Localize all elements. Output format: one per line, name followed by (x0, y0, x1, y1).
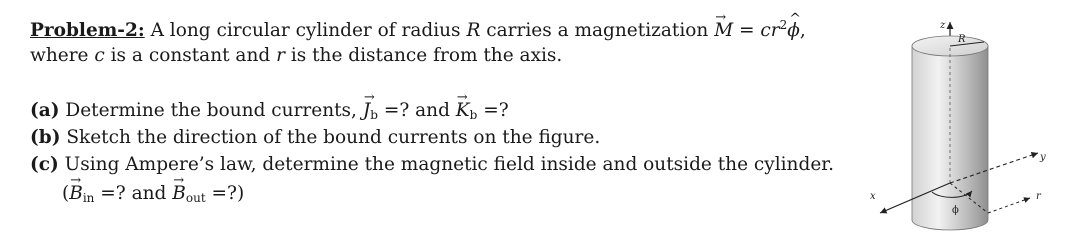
bound-volume-current: → J (363, 100, 370, 122)
x-axis-label: x (870, 191, 876, 202)
paren-close: =?) (205, 183, 245, 204)
equals-sign: = (733, 20, 761, 41)
z-axis-label: z (940, 20, 946, 31)
problem-text-2: carries a magnetization (480, 20, 715, 41)
question-a-eq1: =? and (377, 100, 456, 121)
question-b-text: Sketch the direction of the bound currents on the figure. (60, 127, 601, 148)
phi-label: ϕ (952, 205, 959, 216)
question-c-label: (c) (30, 154, 59, 175)
question-a-label: (a) (30, 100, 60, 121)
problem-line-1 (30, 14, 806, 42)
comma: , (799, 20, 806, 41)
r-label: r (1036, 191, 1041, 202)
magnetization-vector: → M (714, 20, 733, 42)
power-exponent: 2 (779, 18, 788, 32)
b-outside-vector: → B (172, 183, 186, 205)
question-a (30, 100, 509, 126)
problem-line-2 (30, 45, 562, 67)
problem-text-1: A long circular cylinder of radius (144, 20, 467, 41)
kb-subscript: b (469, 108, 478, 122)
question-c (30, 154, 834, 176)
paren-open: ( (62, 183, 70, 204)
distance-r: r (770, 20, 780, 41)
jb-subscript: b (370, 108, 378, 122)
radius-label: R (958, 34, 966, 45)
phi-unit-vector: ^ ϕ (787, 20, 800, 42)
question-c-fields (62, 183, 244, 209)
cylinder-figure (860, 8, 1070, 242)
question-a-eq2: =? (477, 100, 509, 121)
bound-surface-current: → K (456, 100, 470, 122)
line2-middle: is a constant and (104, 45, 277, 66)
line2-prefix: where (30, 45, 95, 66)
b-in-subscript: in (82, 191, 95, 205)
radius-symbol: R (466, 20, 481, 41)
problem-heading: Problem-2: (30, 20, 145, 41)
question-c-mid: =? and (94, 183, 173, 204)
question-a-text: Determine the bound currents, (59, 100, 363, 121)
y-axis-label: y (1040, 152, 1046, 163)
constant-c: c (760, 20, 771, 41)
b-out-subscript: out (185, 191, 206, 205)
b-inside-vector: → B (69, 183, 83, 205)
line2-c: c (94, 45, 105, 66)
line2-suffix: is the distance from the axis. (284, 45, 563, 66)
r-arrow (988, 198, 1030, 213)
question-b-label: (b) (30, 127, 61, 148)
question-b (30, 127, 600, 149)
question-c-text: Using Ampere’s law, determine the magnetic field inside and outside the cylinder. (58, 154, 834, 175)
line2-r: r (276, 45, 285, 66)
